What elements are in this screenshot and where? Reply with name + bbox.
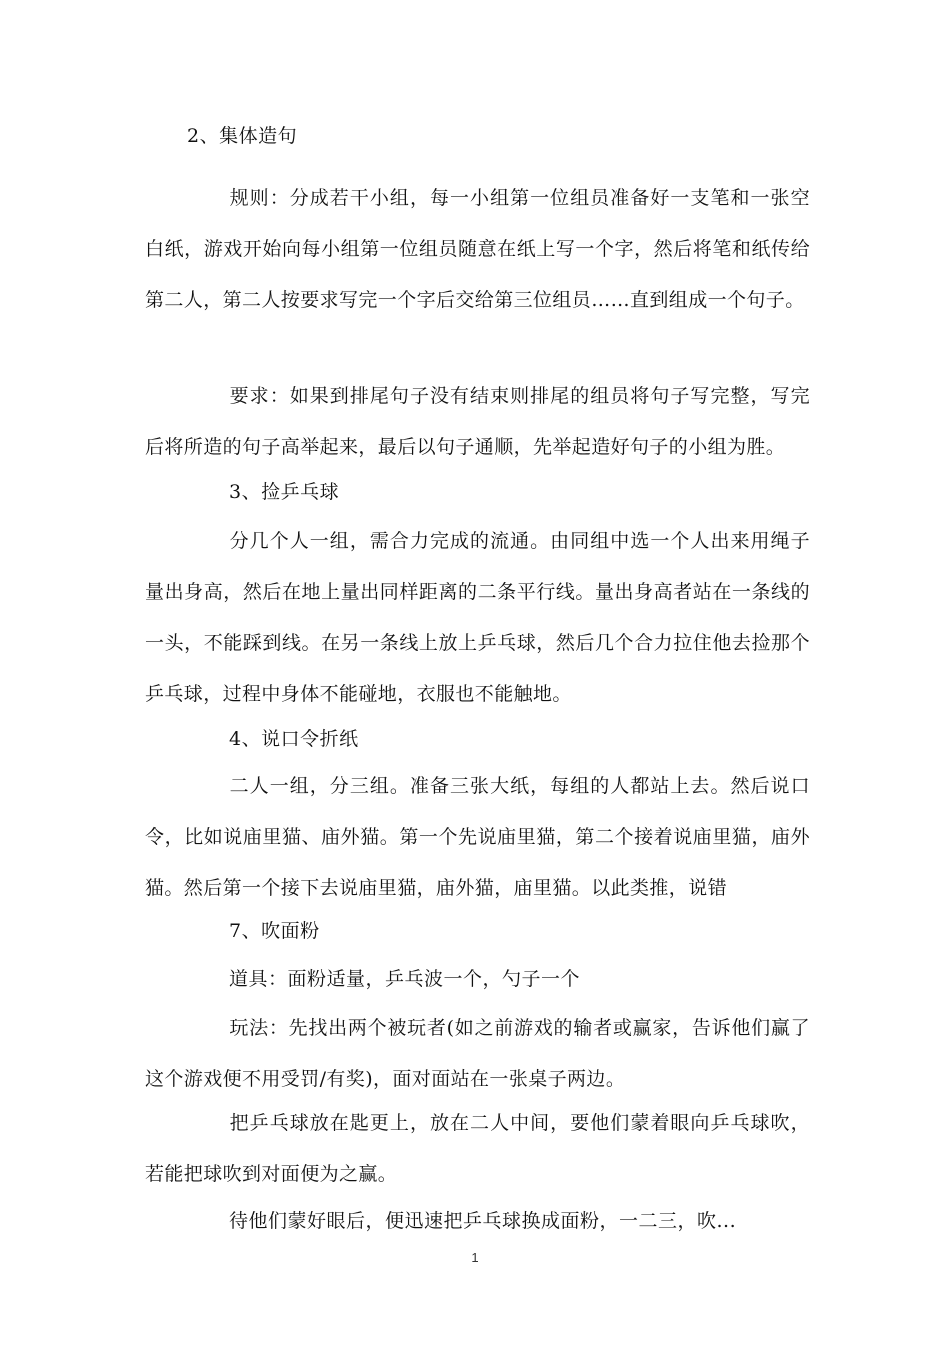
- paragraph-requirements-2: [145, 371, 810, 473]
- section-heading-3: 3、捡乒乓球: [229, 481, 340, 503]
- paragraph-3: [145, 516, 810, 720]
- paragraph-4: [145, 761, 810, 914]
- section-heading-2: 2、集体造句: [187, 125, 298, 147]
- page-number: 1: [471, 1250, 479, 1265]
- paragraph-7-play: [145, 1003, 810, 1105]
- paragraph-rules-2: [145, 173, 810, 326]
- section-heading-4: 4、说口令折纸: [229, 728, 359, 750]
- paragraph-7-put-text: 把乒乓球放在匙更上，放在二人中间，要他们蒙着眼向乒乓球吹，若能把球吹到对面便为之赢。: [145, 1112, 810, 1185]
- paragraph-7-play-text: 玩法：先找出两个被玩者(如之前游戏的输者或赢家，告诉他们赢了这个游戏便不用受罚/有奖)，面对面站在一张桌子两边。: [145, 1017, 810, 1090]
- paragraph-7-end: 待他们蒙好眼后，便迅速把乒乓球换成面粉，一二三，吹...: [229, 1210, 737, 1232]
- paragraph-requirements-2-text: 要求：如果到排尾句子没有结束则排尾的组员将句子写完整，写完后将所造的句子高举起来，最后以句子通顺，先举起造好句子的小组为胜。: [145, 385, 810, 458]
- paragraph-3-text: 分几个人一组，需合力完成的流通。由同组中选一个人出来用绳子量出身高，然后在地上量出同样距离的二条平行线。量出身高者站在一条线的一头，不能踩到线。在另一条线上放上乒乓球，然后几个合力拉住他去捡那个乒乓球，过程中身体不能碰地，衣服也不能触地。: [145, 530, 810, 705]
- paragraph-rules-2-text: 规则：分成若干小组，每一小组第一位组员准备好一支笔和一张空白纸，游戏开始向每小组第一位组员随意在纸上写一个字，然后将笔和纸传给第二人，第二人按要求写完一个字后交给第三位组员……直到组成一个句子。: [145, 187, 810, 311]
- paragraph-7-put: [145, 1098, 810, 1200]
- paragraph-4-text: 二人一组，分三组。准备三张大纸，每组的人都站上去。然后说口令，比如说庙里猫、庙外猫。第一个先说庙里猫，第二个接着说庙里猫，庙外猫。然后第一个接下去说庙里猫，庙外猫，庙里猫。以此类推，说错: [145, 775, 810, 899]
- paragraph-7-props: 道具：面粉适量，乒乓波一个，勺子一个: [229, 968, 581, 990]
- section-heading-7: 7、吹面粉: [229, 920, 320, 942]
